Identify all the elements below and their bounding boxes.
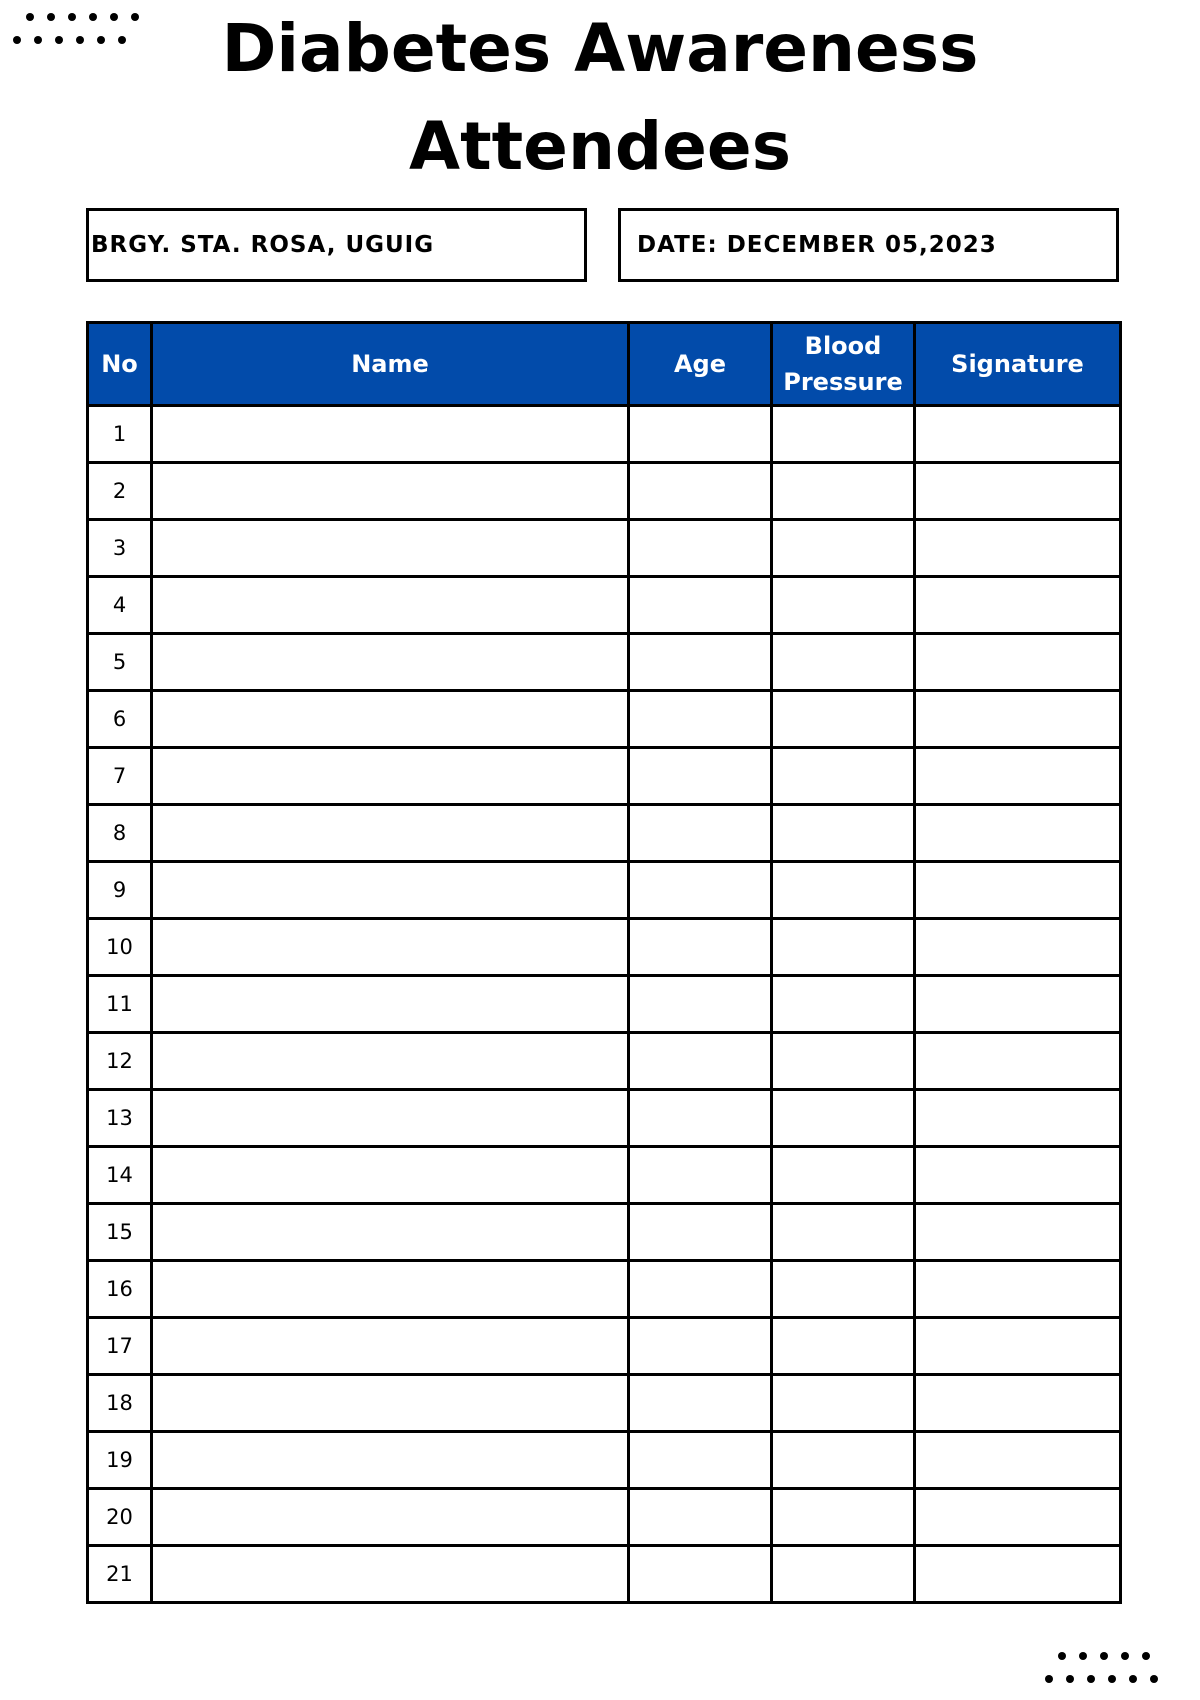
name-cell[interactable] (152, 976, 629, 1033)
table-row (88, 634, 1121, 691)
row-number: 17 (88, 1318, 152, 1375)
name-cell[interactable] (152, 1375, 629, 1432)
name-cell[interactable] (152, 1318, 629, 1375)
signature-cell[interactable] (915, 1204, 1121, 1261)
row-number: 18 (88, 1375, 152, 1432)
header-name: Name (152, 323, 629, 406)
name-cell[interactable] (152, 1261, 629, 1318)
age-cell[interactable] (629, 919, 772, 976)
name-cell[interactable] (152, 520, 629, 577)
signature-cell[interactable] (915, 919, 1121, 976)
signature-cell[interactable] (915, 1318, 1121, 1375)
table-row (88, 1432, 1121, 1489)
row-number: 4 (88, 577, 152, 634)
header-blood-pressure (772, 323, 915, 406)
signature-cell[interactable] (915, 748, 1121, 805)
signature-cell[interactable] (915, 406, 1121, 463)
header-no: No (88, 323, 152, 406)
blood-pressure-cell[interactable] (772, 748, 915, 805)
blood-pressure-cell[interactable] (772, 1375, 915, 1432)
name-cell[interactable] (152, 463, 629, 520)
table-row (88, 577, 1121, 634)
row-number: 7 (88, 748, 152, 805)
table-row (88, 1090, 1121, 1147)
age-cell[interactable] (629, 805, 772, 862)
blood-pressure-cell[interactable] (772, 862, 915, 919)
age-cell[interactable] (629, 976, 772, 1033)
blood-pressure-cell[interactable] (772, 976, 915, 1033)
name-cell[interactable] (152, 862, 629, 919)
signature-cell[interactable] (915, 1489, 1121, 1546)
row-number: 20 (88, 1489, 152, 1546)
name-cell[interactable] (152, 805, 629, 862)
location-box[interactable] (86, 208, 587, 282)
table-row (88, 520, 1121, 577)
blood-pressure-cell[interactable] (772, 919, 915, 976)
blood-pressure-cell[interactable] (772, 1261, 915, 1318)
table-row (88, 463, 1121, 520)
header-bp-line-2: Pressure (783, 368, 903, 396)
age-cell[interactable] (629, 748, 772, 805)
age-cell[interactable] (629, 1546, 772, 1603)
name-cell[interactable] (152, 1147, 629, 1204)
age-cell[interactable] (629, 1261, 772, 1318)
blood-pressure-cell[interactable] (772, 1489, 915, 1546)
signature-cell[interactable] (915, 1261, 1121, 1318)
age-cell[interactable] (629, 1318, 772, 1375)
row-number: 3 (88, 520, 152, 577)
blood-pressure-cell[interactable] (772, 1204, 915, 1261)
row-number: 2 (88, 463, 152, 520)
blood-pressure-cell[interactable] (772, 634, 915, 691)
table-row (88, 1033, 1121, 1090)
row-number: 5 (88, 634, 152, 691)
blood-pressure-cell[interactable] (772, 520, 915, 577)
table-row (88, 976, 1121, 1033)
blood-pressure-cell[interactable] (772, 577, 915, 634)
header-bp-line-1: Blood (804, 332, 882, 360)
date-text: DATE: DECEMBER 05,2023 (637, 232, 997, 258)
signature-cell[interactable] (915, 1546, 1121, 1603)
row-number: 12 (88, 1033, 152, 1090)
age-cell[interactable] (629, 463, 772, 520)
blood-pressure-cell[interactable] (772, 1546, 915, 1603)
name-cell[interactable] (152, 919, 629, 976)
table-row (88, 1318, 1121, 1375)
name-cell[interactable] (152, 577, 629, 634)
signature-cell[interactable] (915, 805, 1121, 862)
row-number: 9 (88, 862, 152, 919)
blood-pressure-cell[interactable] (772, 406, 915, 463)
row-number: 13 (88, 1090, 152, 1147)
name-cell[interactable] (152, 1033, 629, 1090)
age-cell[interactable] (629, 1090, 772, 1147)
row-number: 11 (88, 976, 152, 1033)
age-cell[interactable] (629, 1375, 772, 1432)
name-cell[interactable] (152, 1090, 629, 1147)
row-number: 1 (88, 406, 152, 463)
decorative-dots-bottom-right (1045, 1652, 1158, 1698)
table-row (88, 805, 1121, 862)
row-number: 21 (88, 1546, 152, 1603)
age-cell[interactable] (629, 862, 772, 919)
table-row (88, 862, 1121, 919)
row-number: 16 (88, 1261, 152, 1318)
date-box[interactable] (618, 208, 1119, 282)
age-cell[interactable] (629, 577, 772, 634)
age-cell[interactable] (629, 520, 772, 577)
table-row (88, 748, 1121, 805)
signature-cell[interactable] (915, 1147, 1121, 1204)
table-row (88, 1375, 1121, 1432)
signature-cell[interactable] (915, 634, 1121, 691)
table-row (88, 1204, 1121, 1261)
signature-cell[interactable] (915, 520, 1121, 577)
age-cell[interactable] (629, 1033, 772, 1090)
age-cell[interactable] (629, 406, 772, 463)
age-cell[interactable] (629, 1432, 772, 1489)
age-cell[interactable] (629, 691, 772, 748)
signature-cell[interactable] (915, 1033, 1121, 1090)
table-row (88, 691, 1121, 748)
signature-cell[interactable] (915, 976, 1121, 1033)
signature-cell[interactable] (915, 577, 1121, 634)
table-row (88, 1489, 1121, 1546)
table-row (88, 1147, 1121, 1204)
row-number: 19 (88, 1432, 152, 1489)
age-cell[interactable] (629, 1489, 772, 1546)
row-number: 8 (88, 805, 152, 862)
table-row (88, 1261, 1121, 1318)
page-title (0, 0, 1200, 196)
name-cell[interactable] (152, 691, 629, 748)
table-row (88, 1546, 1121, 1603)
row-number: 6 (88, 691, 152, 748)
age-cell[interactable] (629, 634, 772, 691)
title-line-2: Attendees (409, 108, 791, 185)
blood-pressure-cell[interactable] (772, 1090, 915, 1147)
row-number: 10 (88, 919, 152, 976)
table-body (88, 406, 1121, 1603)
name-cell[interactable] (152, 748, 629, 805)
blood-pressure-cell[interactable] (772, 1432, 915, 1489)
name-cell[interactable] (152, 1489, 629, 1546)
blood-pressure-cell[interactable] (772, 1147, 915, 1204)
name-cell[interactable] (152, 1546, 629, 1603)
name-cell[interactable] (152, 1204, 629, 1261)
blood-pressure-cell[interactable] (772, 463, 915, 520)
table-header-row (88, 323, 1121, 406)
name-cell[interactable] (152, 406, 629, 463)
location-text: BRGY. STA. ROSA, UGUIG (91, 232, 435, 258)
signature-cell[interactable] (915, 862, 1121, 919)
signature-cell[interactable] (915, 1090, 1121, 1147)
age-cell[interactable] (629, 1147, 772, 1204)
signature-cell[interactable] (915, 1375, 1121, 1432)
table-row (88, 919, 1121, 976)
row-number: 15 (88, 1204, 152, 1261)
blood-pressure-cell[interactable] (772, 691, 915, 748)
title-line-1: Diabetes Awareness (221, 10, 979, 87)
age-cell[interactable] (629, 1204, 772, 1261)
attendance-table (86, 321, 1122, 1604)
name-cell[interactable] (152, 1432, 629, 1489)
row-number: 14 (88, 1147, 152, 1204)
signature-cell[interactable] (915, 1432, 1121, 1489)
signature-cell[interactable] (915, 691, 1121, 748)
header-signature: Signature (915, 323, 1121, 406)
name-cell[interactable] (152, 634, 629, 691)
header-age: Age (629, 323, 772, 406)
blood-pressure-cell[interactable] (772, 1318, 915, 1375)
blood-pressure-cell[interactable] (772, 1033, 915, 1090)
table-row (88, 406, 1121, 463)
blood-pressure-cell[interactable] (772, 805, 915, 862)
signature-cell[interactable] (915, 463, 1121, 520)
